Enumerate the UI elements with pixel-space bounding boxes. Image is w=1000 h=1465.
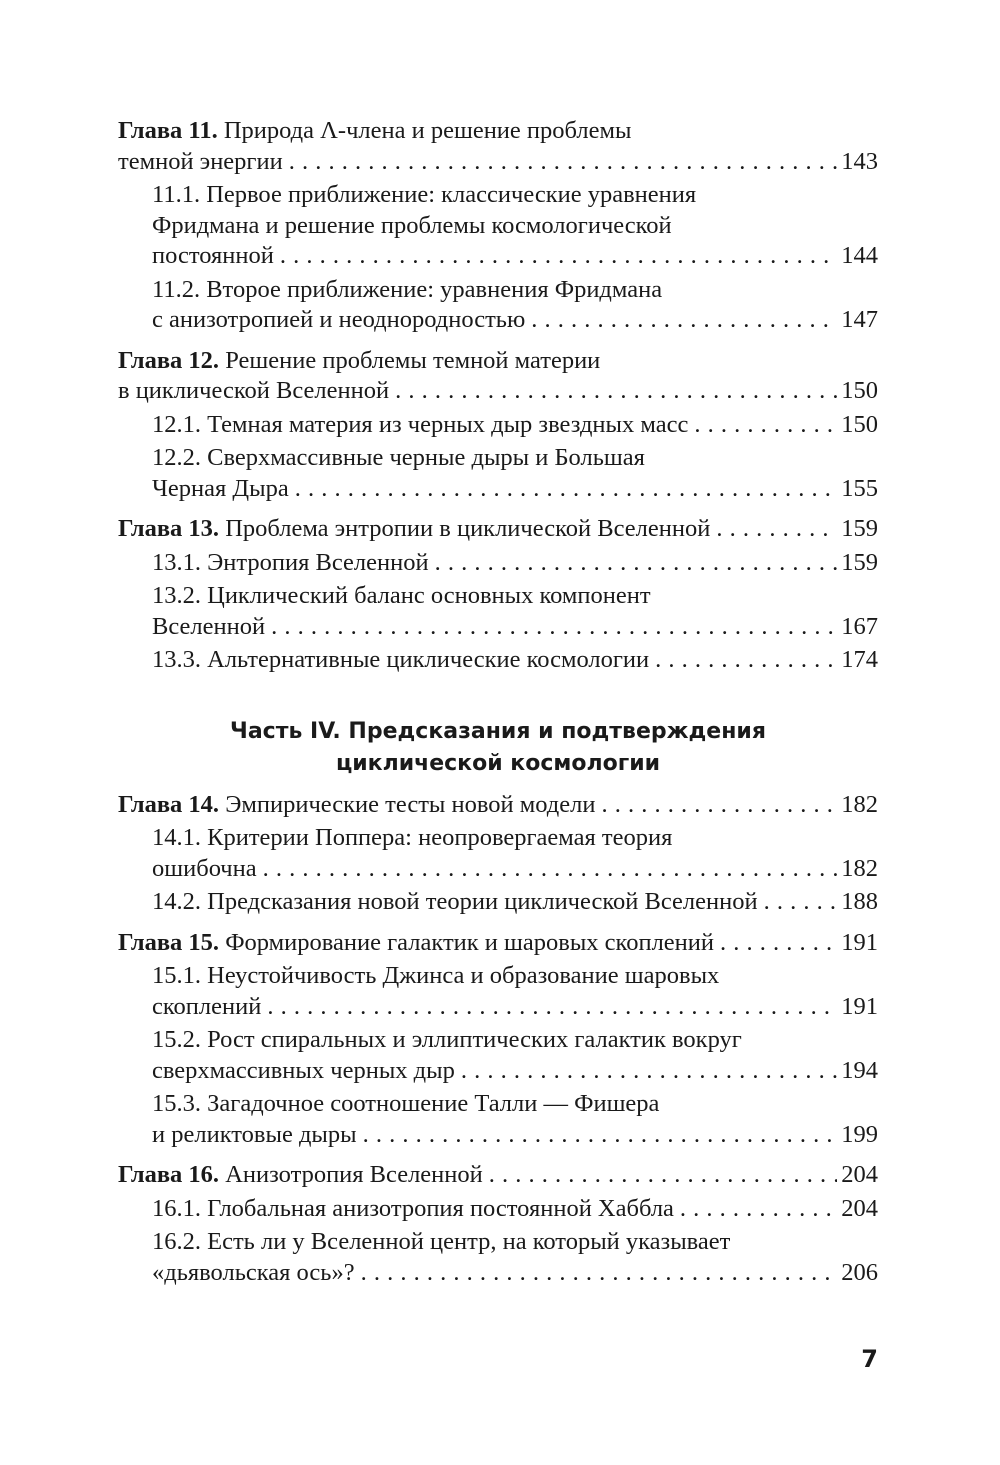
toc-entry-title [152, 410, 688, 441]
toc-chapter-entry[interactable] [118, 1160, 878, 1191]
toc-entry-last-line [118, 514, 878, 545]
toc-page-number: 150 [841, 377, 878, 404]
toc-entry-text: 15.3. Загадочное соотношение Талли — Фишера [152, 1090, 660, 1117]
toc-section-entry[interactable] [152, 581, 878, 642]
toc-entry-title [152, 241, 274, 272]
toc-entry-line [118, 346, 878, 377]
toc-chapter-entry[interactable] [118, 116, 878, 177]
dot-leader [361, 1258, 838, 1289]
toc-entry-title [152, 548, 429, 579]
toc-entry-text: 13.1. Энтропия Вселенной [152, 548, 429, 576]
dot-leader [435, 548, 838, 579]
toc-entry-text: Проблема энтропии в циклической Вселенной [225, 515, 711, 542]
toc-entry-last-line [118, 790, 878, 821]
toc-page-number: 191 [841, 992, 878, 1020]
toc-chapter-entry[interactable] [118, 790, 878, 821]
dot-leader [764, 887, 838, 918]
toc-entry-last-line [152, 1056, 878, 1087]
toc-entry-text: 16.2. Есть ли у Вселенной центр, на который указывает [152, 1228, 731, 1255]
table-of-contents [118, 116, 878, 1288]
chapter-label: Глава 16. [118, 1161, 220, 1188]
toc-entry-text: 14.2. Предсказания новой теории циклической Вселенной [152, 888, 758, 915]
toc-entry-title [118, 1160, 483, 1191]
toc-entry-text: и реликтовые дыры [152, 1120, 357, 1148]
dot-leader [655, 645, 837, 676]
dot-leader [720, 928, 837, 959]
toc-entry-text: 12.2. Сверхмассивные черные дыры и Большая [152, 444, 645, 471]
toc-section-entry[interactable] [152, 1089, 878, 1150]
dot-leader [461, 1056, 837, 1087]
toc-entry-title [152, 1258, 355, 1289]
part-heading-line: Часть IV. Предсказания и подтверждения [230, 718, 766, 744]
dot-leader [267, 992, 837, 1023]
toc-entry-title [152, 474, 289, 505]
toc-entry-last-line [152, 992, 878, 1023]
toc-section-entry[interactable] [152, 961, 878, 1022]
toc-entry-line [152, 443, 878, 474]
toc-entry-title [118, 790, 595, 821]
toc-page-number: 155 [841, 474, 878, 502]
toc-section-entry[interactable] [152, 823, 878, 884]
toc-entry-last-line [118, 928, 878, 959]
dot-leader [295, 474, 838, 505]
toc-section-entry[interactable] [152, 180, 878, 272]
toc-page-number: 194 [841, 1056, 878, 1084]
toc-chapter-entry[interactable] [118, 346, 878, 407]
toc-entry-text: сверхмассивных черных дыр [152, 1056, 455, 1084]
dot-leader [280, 241, 837, 272]
toc-page-number: 174 [841, 646, 878, 673]
toc-entry-last-line [118, 1160, 878, 1191]
toc-entry-title [152, 854, 257, 885]
chapter-label: Глава 11. [118, 117, 218, 144]
toc-entry-text: Фридмана и решение проблемы космологической [152, 211, 672, 239]
toc-entry-title [118, 514, 710, 545]
toc-entry-text: Формирование галактик и шаровых скоплений [225, 928, 715, 956]
toc-entry-last-line [152, 410, 878, 441]
toc-entry-title [152, 1120, 357, 1151]
toc-entry-text: 16.1. Глобальная анизотропия постоянной Хаббла [152, 1194, 674, 1222]
toc-entry-title [118, 147, 283, 178]
toc-entry-text: Природа Λ-члена и решение проблемы [223, 117, 632, 144]
toc-entry-title [118, 376, 389, 407]
chapter-label: Глава 15. [118, 928, 220, 956]
toc-entry-last-line [152, 854, 878, 885]
toc-page-number: 150 [841, 410, 878, 438]
toc-page-number: 206 [841, 1258, 878, 1286]
dot-leader [271, 612, 837, 643]
toc-entry-text: 11.1. Первое приближение: классические уравнения [152, 181, 697, 208]
toc-entry-line [152, 823, 878, 854]
toc-entry-last-line [152, 305, 878, 336]
toc-page-number: 199 [841, 1120, 878, 1148]
toc-entry-text: 13.2. Циклический баланс основных компонент [152, 582, 651, 609]
toc-page-number: 159 [841, 515, 878, 542]
toc-entry-last-line [152, 474, 878, 505]
toc-chapter-entry[interactable] [118, 928, 878, 959]
toc-page-number: 204 [841, 1161, 878, 1188]
toc-entry-line [152, 1227, 878, 1258]
toc-entry-line [152, 211, 878, 242]
toc-entry-title [152, 645, 649, 676]
dot-leader [395, 376, 837, 407]
dot-leader [694, 410, 837, 441]
toc-page-number: 204 [841, 1194, 878, 1222]
toc-entry-text: 15.1. Неустойчивость Джинса и образование шаровых [152, 962, 720, 989]
toc-entry-text: 11.2. Второе приближение: уравнения Фридмана [152, 275, 663, 303]
toc-page-number: 143 [841, 147, 878, 175]
toc-entry-text: постоянной [152, 242, 274, 269]
toc-page-number: 182 [841, 790, 878, 818]
toc-entry-text: «дьявольская ось»? [152, 1258, 355, 1286]
page-number: 7 [861, 1345, 878, 1373]
toc-entry-title [152, 1056, 455, 1087]
toc-entry-line [152, 275, 878, 306]
toc-page-number: 188 [841, 888, 878, 915]
toc-entry-last-line [152, 612, 878, 643]
toc-section-entry[interactable] [152, 410, 878, 441]
toc-entry-last-line [118, 376, 878, 407]
toc-entry-title [152, 992, 261, 1023]
toc-chapter-entry[interactable] [118, 514, 878, 545]
chapter-label: Глава 14. [118, 790, 220, 818]
toc-entry-text: Анизотропия Вселенной [225, 1161, 483, 1188]
toc-section-entry[interactable] [152, 548, 878, 579]
toc-section-entry[interactable] [152, 443, 878, 504]
part-heading-line: циклической космологии [335, 750, 661, 776]
toc-entry-text: 15.2. Рост спиральных и эллиптических галактик вокруг [152, 1026, 742, 1053]
toc-entry-line [152, 961, 878, 992]
toc-entry-text: в циклической Вселенной [118, 377, 390, 404]
toc-entry-title [152, 887, 758, 918]
toc-entry-line [152, 1089, 878, 1120]
toc-page-number: 191 [841, 928, 878, 956]
toc-entry-text: с анизотропией и неоднородностью [152, 306, 526, 333]
dot-leader [716, 514, 837, 545]
toc-section-entry[interactable] [152, 645, 878, 676]
dot-leader [363, 1120, 838, 1151]
toc-entry-last-line [152, 241, 878, 272]
toc-entry-text: Эмпирические тесты новой модели [225, 790, 596, 818]
toc-page-number: 167 [841, 612, 878, 640]
toc-section-entry[interactable] [152, 1025, 878, 1086]
toc-entry-text: Вселенной [152, 612, 266, 640]
toc-entry-text: ошибочна [152, 854, 257, 882]
toc-entry-last-line [152, 645, 878, 676]
toc-entry-text: Решение проблемы темной материи [225, 346, 601, 374]
toc-entry-text: 12.1. Темная материя из черных дыр звездных масс [152, 410, 689, 438]
dot-leader [289, 147, 838, 178]
toc-entry-line [152, 1025, 878, 1056]
toc-section-entry[interactable] [152, 275, 878, 336]
toc-section-entry[interactable] [152, 887, 878, 918]
dot-leader [601, 790, 837, 821]
toc-entry-last-line [152, 1258, 878, 1289]
toc-entry-text: 13.3. Альтернативные циклические космологии [152, 646, 650, 673]
toc-section-entry[interactable] [152, 1194, 878, 1225]
dot-leader [489, 1160, 837, 1191]
toc-page-number: 144 [841, 242, 878, 269]
dot-leader [531, 305, 837, 336]
chapter-label: Глава 12. [118, 346, 220, 374]
toc-entry-title [152, 305, 525, 336]
toc-page-number: 147 [841, 306, 878, 333]
toc-entry-line [152, 180, 878, 211]
toc-section-entry[interactable] [152, 1227, 878, 1288]
toc-entry-text: темной энергии [118, 147, 283, 175]
toc-entry-text: 14.1. Критерии Поппера: неопровергаемая теория [152, 824, 673, 851]
toc-entry-text: Черная Дыра [152, 474, 289, 502]
toc-entry-line [152, 581, 878, 612]
toc-entry-last-line [152, 1120, 878, 1151]
toc-entry-title [152, 612, 265, 643]
toc-entry-line [118, 116, 878, 147]
toc-page-number: 159 [841, 548, 878, 576]
toc-entry-title [118, 928, 714, 959]
toc-entry-last-line [152, 1194, 878, 1225]
dot-leader [263, 854, 838, 885]
toc-page-number: 182 [841, 854, 878, 882]
toc-entry-last-line [118, 147, 878, 178]
toc-entry-last-line [152, 887, 878, 918]
part-heading [118, 716, 878, 780]
toc-entry-last-line [152, 548, 878, 579]
chapter-label: Глава 13. [118, 515, 220, 542]
toc-entry-text: скоплений [152, 992, 262, 1020]
toc-entry-title [152, 1194, 674, 1225]
dot-leader [680, 1194, 837, 1225]
